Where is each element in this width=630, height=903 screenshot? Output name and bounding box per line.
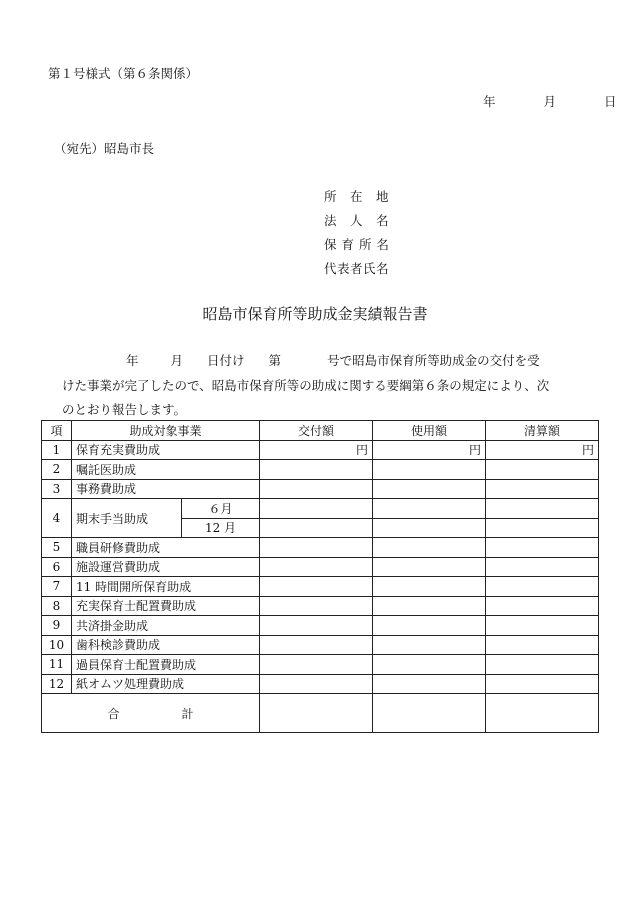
- row-no: 8: [42, 596, 72, 616]
- row-item: 紙オムツ処理費助成: [72, 674, 260, 694]
- row-item: 充実保育士配置費助成: [72, 596, 260, 616]
- date-line: [483, 92, 617, 110]
- row-item: 事務費助成: [72, 479, 260, 499]
- table-row: [42, 479, 599, 499]
- settled-cell[interactable]: [486, 655, 599, 675]
- table-header-row: [42, 421, 599, 441]
- settled-cell[interactable]: [486, 577, 599, 597]
- settled-cell[interactable]: [486, 616, 599, 636]
- granted-cell[interactable]: [260, 557, 373, 577]
- addressee: （宛先）昭島市長: [54, 141, 155, 156]
- table-row: [42, 577, 599, 597]
- row-no: 12: [42, 674, 72, 694]
- settled-yen-unit[interactable]: 円: [486, 440, 599, 460]
- settled-cell[interactable]: [486, 674, 599, 694]
- row-item: 期末手当助成: [72, 499, 182, 538]
- settled-cell[interactable]: [486, 596, 599, 616]
- settled-cell[interactable]: [486, 518, 599, 538]
- granted-cell[interactable]: [260, 674, 373, 694]
- used-cell[interactable]: [373, 655, 486, 675]
- table-row: [42, 557, 599, 577]
- granted-cell[interactable]: [260, 518, 373, 538]
- settled-cell[interactable]: [486, 460, 599, 480]
- row-subitem: 12 月: [182, 518, 260, 538]
- used-cell[interactable]: [373, 596, 486, 616]
- row-item: 過員保育士配置費助成: [72, 655, 260, 675]
- granted-cell[interactable]: [260, 596, 373, 616]
- para-number-prefix: 第: [268, 353, 282, 368]
- row-item: 施設運営費助成: [72, 557, 260, 577]
- row-no: 3: [42, 479, 72, 499]
- field-address-label: 所 在 地: [324, 189, 390, 204]
- row-item: 共済掛金助成: [72, 616, 260, 636]
- total-row: [42, 694, 599, 733]
- row-no: 11: [42, 655, 72, 675]
- total-label-left: 合: [107, 706, 120, 721]
- table-row: [42, 616, 599, 636]
- used-yen-unit[interactable]: 円: [373, 440, 486, 460]
- used-cell[interactable]: [373, 518, 486, 538]
- granted-cell[interactable]: [260, 538, 373, 558]
- row-no: 7: [42, 577, 72, 597]
- row-subitem: ６月: [182, 499, 260, 519]
- document-title: 昭島市保育所等助成金実績報告書: [202, 305, 428, 323]
- table-row: [42, 499, 599, 519]
- row-item: 嘱託医助成: [72, 460, 260, 480]
- header-item: 助成対象事業: [72, 421, 260, 441]
- date-year-label: 年: [483, 94, 496, 109]
- row-no: 2: [42, 460, 72, 480]
- table-row: [42, 596, 599, 616]
- row-no: 5: [42, 538, 72, 558]
- total-label: [42, 694, 260, 733]
- table-row: [42, 440, 599, 460]
- paragraph-line-1: [70, 351, 540, 369]
- field-representative-label: 代表者氏名: [324, 261, 390, 276]
- granted-cell[interactable]: [260, 479, 373, 499]
- para-month: 月: [170, 353, 184, 368]
- header-used: 使用額: [373, 421, 486, 441]
- para-year: 年: [126, 353, 139, 368]
- paragraph-line-2: けた事業が完了したので、昭島市保育所等の助成に関する要綱第６条の規定により、次: [62, 378, 550, 393]
- total-settled-cell[interactable]: [486, 694, 599, 733]
- row-item: 歯科検診費助成: [72, 635, 260, 655]
- table-row: [42, 460, 599, 480]
- used-cell[interactable]: [373, 635, 486, 655]
- row-item: 職員研修費助成: [72, 538, 260, 558]
- used-cell[interactable]: [373, 499, 486, 519]
- field-nursery-label: 保 育 所 名: [324, 237, 390, 252]
- used-cell[interactable]: [373, 577, 486, 597]
- row-no: 10: [42, 635, 72, 655]
- date-day-label: 日: [604, 94, 617, 109]
- table-row: [42, 538, 599, 558]
- used-cell[interactable]: [373, 538, 486, 558]
- form-number: 第１号様式（第６条関係）: [48, 66, 199, 81]
- granted-cell[interactable]: [260, 655, 373, 675]
- settled-cell[interactable]: [486, 479, 599, 499]
- row-no: 9: [42, 616, 72, 636]
- granted-cell[interactable]: [260, 616, 373, 636]
- settled-cell[interactable]: [486, 499, 599, 519]
- row-item: 保育充実費助成: [72, 440, 260, 460]
- header-granted: 交付額: [260, 421, 373, 441]
- header-no: 項: [42, 421, 72, 441]
- row-no: 1: [42, 440, 72, 460]
- granted-cell[interactable]: [260, 635, 373, 655]
- field-corporation-label: 法 人 名: [324, 213, 390, 228]
- row-item: 11 時間開所保育助成: [72, 577, 260, 597]
- para-dated: 日付け: [207, 353, 245, 368]
- para-line1-rest: 号で昭島市保育所等助成金の交付を受: [327, 353, 540, 368]
- table-row: [42, 635, 599, 655]
- used-cell[interactable]: [373, 460, 486, 480]
- report-table: [41, 420, 599, 733]
- used-cell[interactable]: [373, 557, 486, 577]
- table-row: [42, 674, 599, 694]
- granted-cell[interactable]: [260, 577, 373, 597]
- table-row: [42, 655, 599, 675]
- total-label-right: 計: [181, 706, 194, 721]
- header-settled: 清算額: [486, 421, 599, 441]
- settled-cell[interactable]: [486, 538, 599, 558]
- paragraph-line-3: のとおり報告します。: [62, 402, 187, 417]
- total-granted-cell[interactable]: [260, 694, 373, 733]
- granted-cell[interactable]: [260, 499, 373, 519]
- settled-cell[interactable]: [486, 635, 599, 655]
- used-cell[interactable]: [373, 479, 486, 499]
- row-no: 6: [42, 557, 72, 577]
- settled-cell[interactable]: [486, 557, 599, 577]
- row-no: 4: [42, 499, 72, 538]
- total-used-cell[interactable]: [373, 694, 486, 733]
- granted-cell[interactable]: [260, 460, 373, 480]
- used-cell[interactable]: [373, 616, 486, 636]
- used-cell[interactable]: [373, 674, 486, 694]
- granted-yen-unit[interactable]: 円: [260, 440, 373, 460]
- date-month-label: 月: [543, 94, 557, 109]
